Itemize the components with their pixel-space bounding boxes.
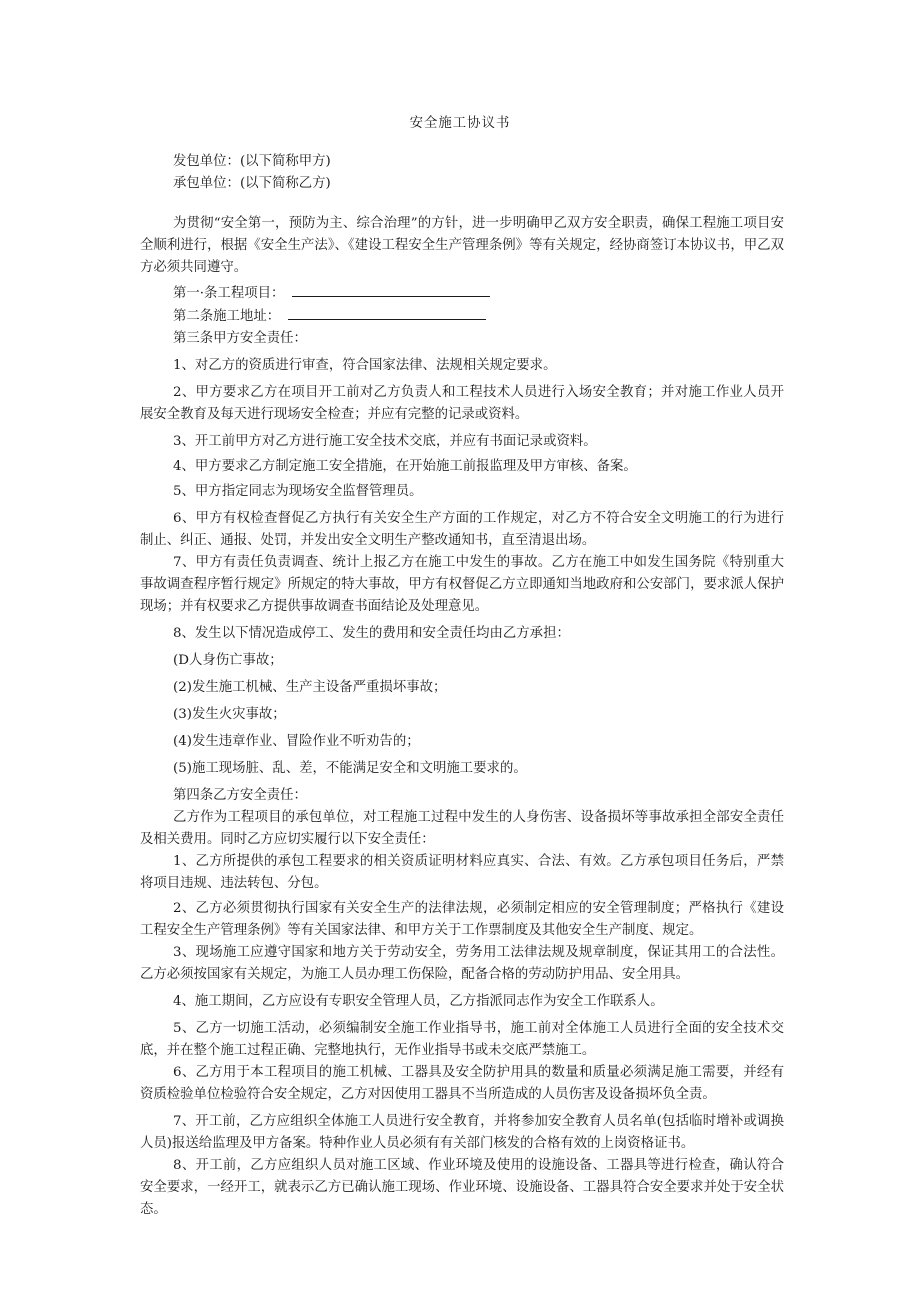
list-item: 7、开工前，乙方应组织全体施工人员进行安全教育，并将参加安全教育人员名单(包括临时增补或调换人员)报送给监理及甲方备案。特种作业人员必须有有关部门核发的合格有效的上岗资格证书。 — [140, 1114, 784, 1151]
list-item: 1、对乙方的资质进行审查，符合国家法律、法规相关规定要求。 — [173, 358, 557, 373]
project-name-blank — [292, 282, 490, 297]
document-body — [140, 151, 784, 1221]
list-item: 1、乙方所提供的承包工程要求的相关资质证明材料应真实、合法、有效。乙方承包项目任务后，严禁将项目违规、违法转包、分包。 — [140, 854, 784, 891]
sub-list-item: (D人身伤亡事故； — [173, 653, 283, 668]
list-item: 2、乙方必须贯彻执行国家有关安全生产的法律法规，必须制定相应的安全管理制度；严格执行《建设工程安全生产管理条例》等有关国家法律、和甲方关于工作票制度及其他安全生产制度、规定。 — [140, 901, 784, 938]
article-3-heading: 第三条甲方安全责任： — [173, 331, 307, 346]
article-1-label: 第一·条工程项目： — [173, 286, 285, 301]
article-4-intro: 乙方作为工程项目的承包单位，对工程施工过程中发生的人身伤害、设备损坏等事故承担全部安全责任及相关费用。同时乙方应切实履行以下安全责任： — [140, 810, 784, 847]
list-item: 5、乙方一切施工活动，必须编制安全施工作业指导书，施工前对全体施工人员进行全面的安全技术交底，并在整个施工过程正确、完整地执行，无作业指导书或未交底严禁施工。 — [140, 1021, 784, 1058]
list-item: 6、甲方有权检查督促乙方执行有关安全生产方面的工作规定，对乙方不符合安全文明施工的行为进行制止、纠正、通报、处罚，并发出安全文明生产整改通知书，直至清退出场。 — [140, 511, 784, 548]
article-1-line — [140, 282, 784, 305]
article-2-line — [140, 305, 784, 328]
sub-list-item: (3)发生火灾事故； — [173, 707, 286, 722]
document-title: 安全施工协议书 — [409, 116, 511, 131]
contractor-line: 承包单位：(以下简称乙方) — [173, 176, 331, 191]
list-item: 4、施工期间，乙方应设有专职安全管理人员，乙方指派同志作为安全工作联系人。 — [173, 994, 664, 1009]
article-4-heading: 第四条乙方安全责任： — [173, 788, 307, 803]
sub-list-item: (2)发生施工机械、生产主设备严重损坏事故； — [173, 680, 447, 695]
list-item: 8、发生以下情况造成停工、发生的费用和安全责任均由乙方承担： — [173, 626, 570, 641]
list-item: 2、甲方要求乙方在项目开工前对乙方负责人和工程技术人员进行入场安全教育；并对施工作业人员开展安全教育及每天进行现场安全检查；并应有完整的记录或资料。 — [140, 385, 784, 422]
list-item: 4、甲方要求乙方制定施工安全措施，在开始施工前报监理及甲方审核、备案。 — [173, 459, 637, 474]
sub-list-item: (4)发生违章作业、冒险作业不听劝告的； — [173, 734, 420, 749]
site-address-blank — [288, 305, 486, 320]
issuer-line: 发包单位：(以下简称甲方) — [173, 154, 331, 169]
list-item: 6、乙方用于本工程项目的施工机械、工器具及安全防护用具的数量和质量必须满足施工需要，并经有资质检验单位检验符合安全规定，乙方对因使用工器具不当所造成的人员伤害及设备损坏负全责。 — [140, 1065, 784, 1102]
list-item: 7、甲方有责任负责调查、统计上报乙方在施工中发生的事故。乙方在施工中如发生国务院《特别重大事故调查程序暂行规定》所规定的特大事故，甲方有权督促乙方立即通知当地政府和公安部门，要求派人保护现场；并有权要求乙方提供事故调查书面结论及处理意见。 — [140, 555, 784, 614]
list-item: 3、开工前甲方对乙方进行施工安全技术交底，并应有书面记录或资料。 — [173, 434, 597, 449]
list-item: 3、现场施工应遵守国家和地方关于劳动安全，劳务用工法律法规及规章制度，保证其用工的合法性。乙方必须按国家有关规定，为施工人员办理工伤保险，配备合格的劳动防护用品、安全用具。 — [140, 945, 784, 982]
article-2-label: 第二条施工地址： — [173, 309, 281, 324]
sub-list-item: (5)施工现场脏、乱、差，不能满足安全和文明施工要求的。 — [173, 761, 527, 776]
preamble: 为贯彻“安全第一，预防为主、综合治理”的方针，进一步明确甲乙双方安全职责，确保工程施工项目安全顺利进行，根据《安全生产法》、《建设工程安全生产管理条例》等有关规定，经协商签订本协议书，甲乙双方必须共同遵守。 — [140, 216, 784, 275]
list-item: 5、甲方指定同志为现场安全监督管理员。 — [173, 484, 423, 499]
list-item: 8、开工前，乙方应组织人员对施工区域、作业环境及使用的设施设备、工器具等进行检查，确认符合安全要求，一经开工，就表示乙方已确认施工现场、作业环境、设施设备、工器具符合安全要求并处于安全状态。 — [140, 1158, 784, 1217]
